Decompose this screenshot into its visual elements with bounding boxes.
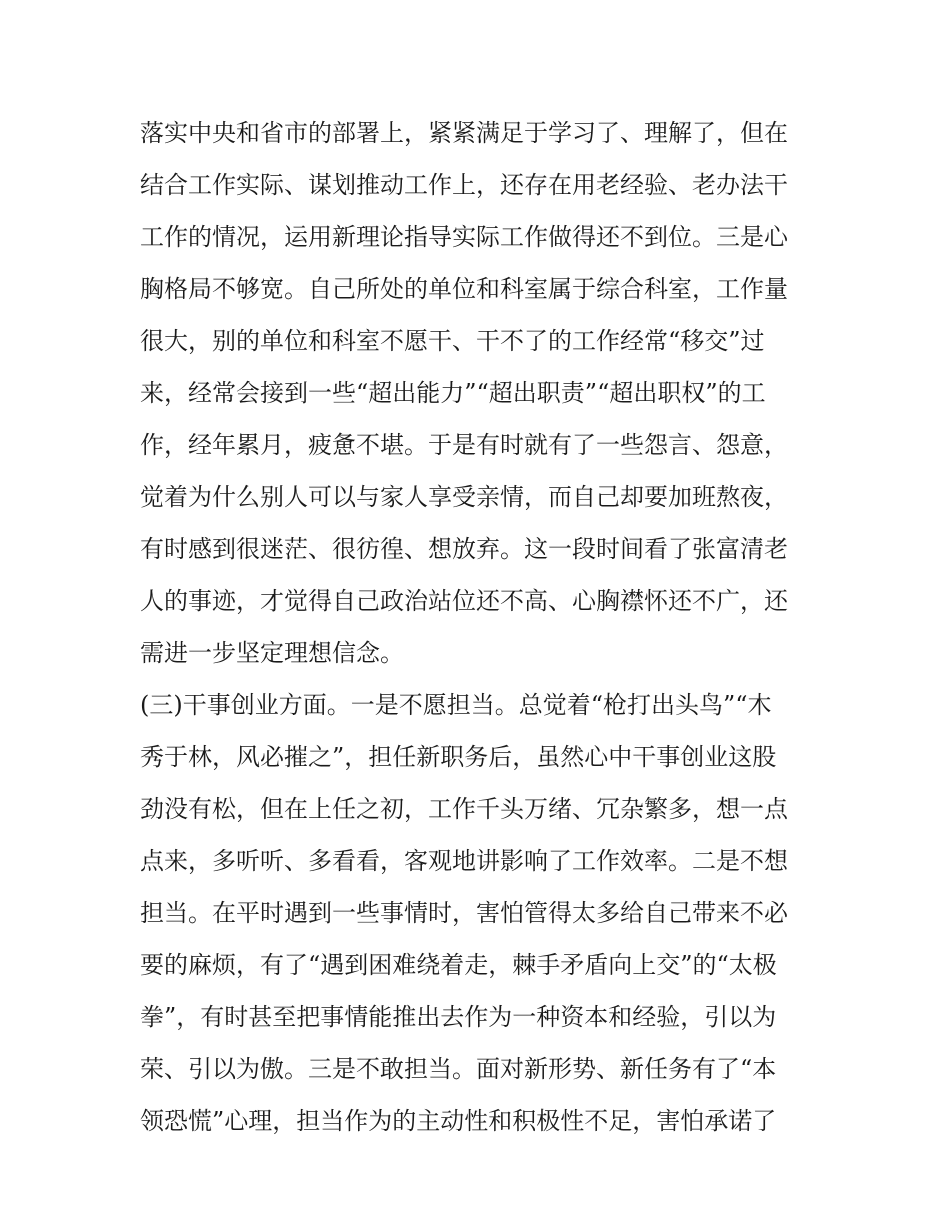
text-line: 要的麻烦，有了“遇到困难绕着走，棘手矛盾向上交”的“太极 bbox=[140, 951, 777, 979]
text-line: 有时感到很迷茫、很彷徨、想放弃。这一段时间看了张富清老 bbox=[140, 535, 788, 563]
text-line: 点来，多听听、多看看，客观地讲影响了工作效率。二是不想 bbox=[140, 847, 788, 875]
section-heading-line: (三)干事创业方面。一是不愿担当。总觉着“枪打出头鸟”“木 bbox=[140, 691, 772, 719]
text-line: 劲没有松，但在上任之初，工作千头万绪、冗杂繁多，想一点 bbox=[140, 795, 788, 823]
text-line: 结合工作实际、谋划推动工作上，还存在用老经验、老办法干 bbox=[140, 171, 788, 199]
text-line: 领恐慌”心理，担当作为的主动性和积极性不足，害怕承诺了 bbox=[140, 1107, 777, 1135]
text-line: 来，经常会接到一些“超出能力”“超出职责”“超出职权”的工 bbox=[140, 379, 766, 407]
text-line: 觉着为什么别人可以与家人享受亲情，而自己却要加班熬夜， bbox=[140, 483, 788, 511]
text-line: 需进一步坚定理想信念。 bbox=[140, 639, 404, 667]
text-line: 落实中央和省市的部署上，紧紧满足于学习了、理解了，但在 bbox=[140, 119, 788, 147]
text-line: 作，经年累月，疲惫不堪。于是有时就有了一些怨言、怨意， bbox=[140, 431, 788, 459]
text-line: 很大，别的单位和科室不愿干、干不了的工作经常“移交”过 bbox=[140, 327, 765, 355]
text-line: 担当。在平时遇到一些事情时，害怕管得太多给自己带来不必 bbox=[140, 899, 788, 927]
text-line: 荣、引以为傲。三是不敢担当。面对新形势、新任务有了“本 bbox=[140, 1055, 777, 1083]
text-line: 秀于林，风必摧之”，担任新职务后，虽然心中干事创业这股 bbox=[140, 743, 777, 771]
text-line: 人的事迹，才觉得自己政治站位还不高、心胸襟怀还不广，还 bbox=[140, 587, 788, 615]
text-line: 工作的情况，运用新理论指导实际工作做得还不到位。三是心 bbox=[140, 223, 788, 251]
text-line: 胸格局不够宽。自己所处的单位和科室属于综合科室，工作量 bbox=[140, 275, 788, 303]
body-text bbox=[140, 107, 830, 1147]
text-line: 拳”，有时甚至把事情能推出去作为一种资本和经验，引以为 bbox=[140, 1003, 777, 1031]
